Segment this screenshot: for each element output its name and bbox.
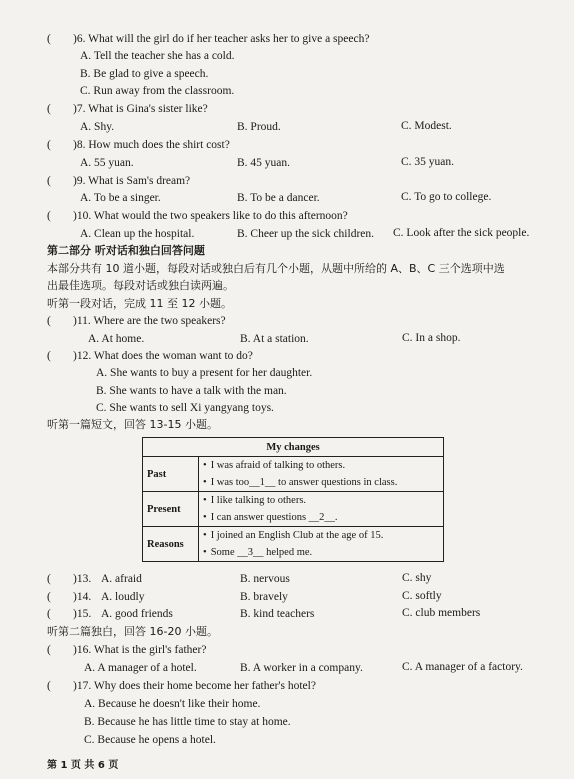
option-a[interactable]: A. She wants to buy a present for her daughter. — [96, 367, 313, 379]
page-footer: 第 1 页 共 6 页 — [47, 760, 119, 771]
answer-paren[interactable]: ( — [47, 608, 51, 620]
question-stem: )9. What is Sam's dream? — [73, 175, 191, 187]
option-b[interactable]: B. 45 yuan. — [237, 157, 291, 169]
answer-paren[interactable]: ( — [47, 350, 51, 362]
option-c[interactable]: C. To go to college. — [401, 191, 492, 203]
option-b[interactable]: B. Be glad to give a speech. — [80, 68, 209, 80]
row-label-present: Present — [143, 492, 199, 527]
option-a[interactable]: A. At home. — [88, 333, 145, 345]
answer-paren[interactable]: ( — [47, 175, 51, 187]
option-b[interactable]: B. kind teachers — [240, 608, 315, 620]
option-a[interactable]: A. loudly — [101, 591, 145, 603]
question-stem: )6. What will the girl do if her teacher asks her to give a speech? — [73, 33, 370, 45]
question-stem: )12. What does the woman want to do? — [73, 350, 253, 362]
option-b[interactable]: B. She wants to have a talk with the man. — [96, 385, 287, 397]
option-a[interactable]: A. Clean up the hospital. — [80, 228, 195, 240]
option-c[interactable]: C. club members — [402, 607, 481, 619]
option-c[interactable]: C. 35 yuan. — [401, 156, 455, 168]
answer-paren[interactable]: ( — [47, 573, 51, 585]
my-changes-table — [142, 437, 444, 562]
option-a[interactable]: A. A manager of a hotel. — [84, 662, 197, 674]
option-c[interactable]: C. Run away from the classroom. — [80, 85, 235, 97]
answer-paren[interactable]: ( — [47, 680, 51, 692]
option-b[interactable]: B. Because he has little time to stay at home. — [84, 716, 291, 728]
option-a[interactable]: A. afraid — [101, 573, 142, 585]
question-stem: )11. Where are the two speakers? — [73, 315, 226, 327]
option-a[interactable]: A. 55 yuan. — [80, 157, 134, 169]
question-stem: )15. — [73, 608, 92, 620]
option-a[interactable]: A. good friends — [101, 608, 173, 620]
question-stem: )7. What is Gina's sister like? — [73, 103, 208, 115]
option-b[interactable]: B. nervous — [240, 573, 290, 585]
table-bullet: • I like talking to others. — [203, 492, 439, 509]
section-heading: 第二部分 听对话和独白回答问题 — [47, 244, 205, 257]
table-title: My changes — [143, 438, 444, 457]
option-b[interactable]: B. Proud. — [237, 121, 281, 133]
answer-paren[interactable]: ( — [47, 644, 51, 656]
dialog-instruction: 听第一段对话，完成 11 至 12 小题。 — [47, 297, 232, 310]
question-stem: )17. Why does their home become her father's hotel? — [73, 680, 316, 692]
table-bullet-blank-3: • Some __3__ helped me. — [203, 544, 439, 561]
answer-paren[interactable]: ( — [47, 591, 51, 603]
option-a[interactable]: A. Tell the teacher she has a cold. — [80, 50, 235, 62]
option-a[interactable]: A. Because he doesn't like their home. — [84, 698, 261, 710]
table-bullet-blank-1: • I was too__1__ to answer questions in class. — [203, 474, 439, 491]
table-bullet-blank-2: • I can answer questions __2__. — [203, 509, 439, 526]
answer-paren[interactable]: ( — [47, 139, 51, 151]
option-b[interactable]: B. At a station. — [240, 333, 309, 345]
answer-paren[interactable]: ( — [47, 315, 51, 327]
table-bullet: • I was afraid of talking to others. — [203, 457, 439, 474]
option-c[interactable]: C. Because he opens a hotel. — [84, 734, 216, 746]
question-stem: )8. How much does the shirt cost? — [73, 139, 230, 151]
option-c[interactable]: C. A manager of a factory. — [402, 661, 523, 673]
option-a[interactable]: A. Shy. — [80, 121, 115, 133]
row-label-past: Past — [143, 457, 199, 492]
answer-paren[interactable]: ( — [47, 103, 51, 115]
option-c[interactable]: C. Modest. — [401, 120, 452, 132]
option-c[interactable]: C. She wants to sell Xi yangyang toys. — [96, 402, 274, 414]
section-instructions: 本部分共有 10 道小题，每段对话或独白后有几个小题，从题中所给的 A、B、C 三个选项中选 — [47, 262, 505, 275]
option-c[interactable]: C. In a shop. — [402, 332, 461, 344]
option-b[interactable]: B. To be a dancer. — [237, 192, 320, 204]
option-a[interactable]: A. To be a singer. — [80, 192, 161, 204]
option-c[interactable]: C. Look after the sick people. — [393, 227, 530, 239]
question-stem: )13. — [73, 573, 92, 585]
question-stem: )16. What is the girl's father? — [73, 644, 207, 656]
option-c[interactable]: C. softly — [402, 590, 442, 602]
present-cell — [199, 492, 444, 527]
table-bullet: • I joined an English Club at the age of 15. — [203, 527, 439, 544]
passage-instruction: 听第一篇短文，回答 13-15 小题。 — [47, 418, 218, 431]
option-b[interactable]: B. bravely — [240, 591, 288, 603]
question-stem: )14. — [73, 591, 92, 603]
section-instructions: 出最佳选项。每段对话或独白读两遍。 — [47, 279, 234, 292]
answer-paren[interactable]: ( — [47, 33, 51, 45]
answer-paren[interactable]: ( — [47, 210, 51, 222]
question-stem: )10. What would the two speakers like to do this afternoon? — [73, 210, 348, 222]
passage-instruction: 听第二篇独白，回答 16-20 小题。 — [47, 625, 218, 638]
reasons-cell — [199, 527, 444, 562]
row-label-reasons: Reasons — [143, 527, 199, 562]
option-b[interactable]: B. Cheer up the sick children. — [237, 228, 375, 240]
option-c[interactable]: C. shy — [402, 572, 432, 584]
option-b[interactable]: B. A worker in a company. — [240, 662, 363, 674]
past-cell — [199, 457, 444, 492]
